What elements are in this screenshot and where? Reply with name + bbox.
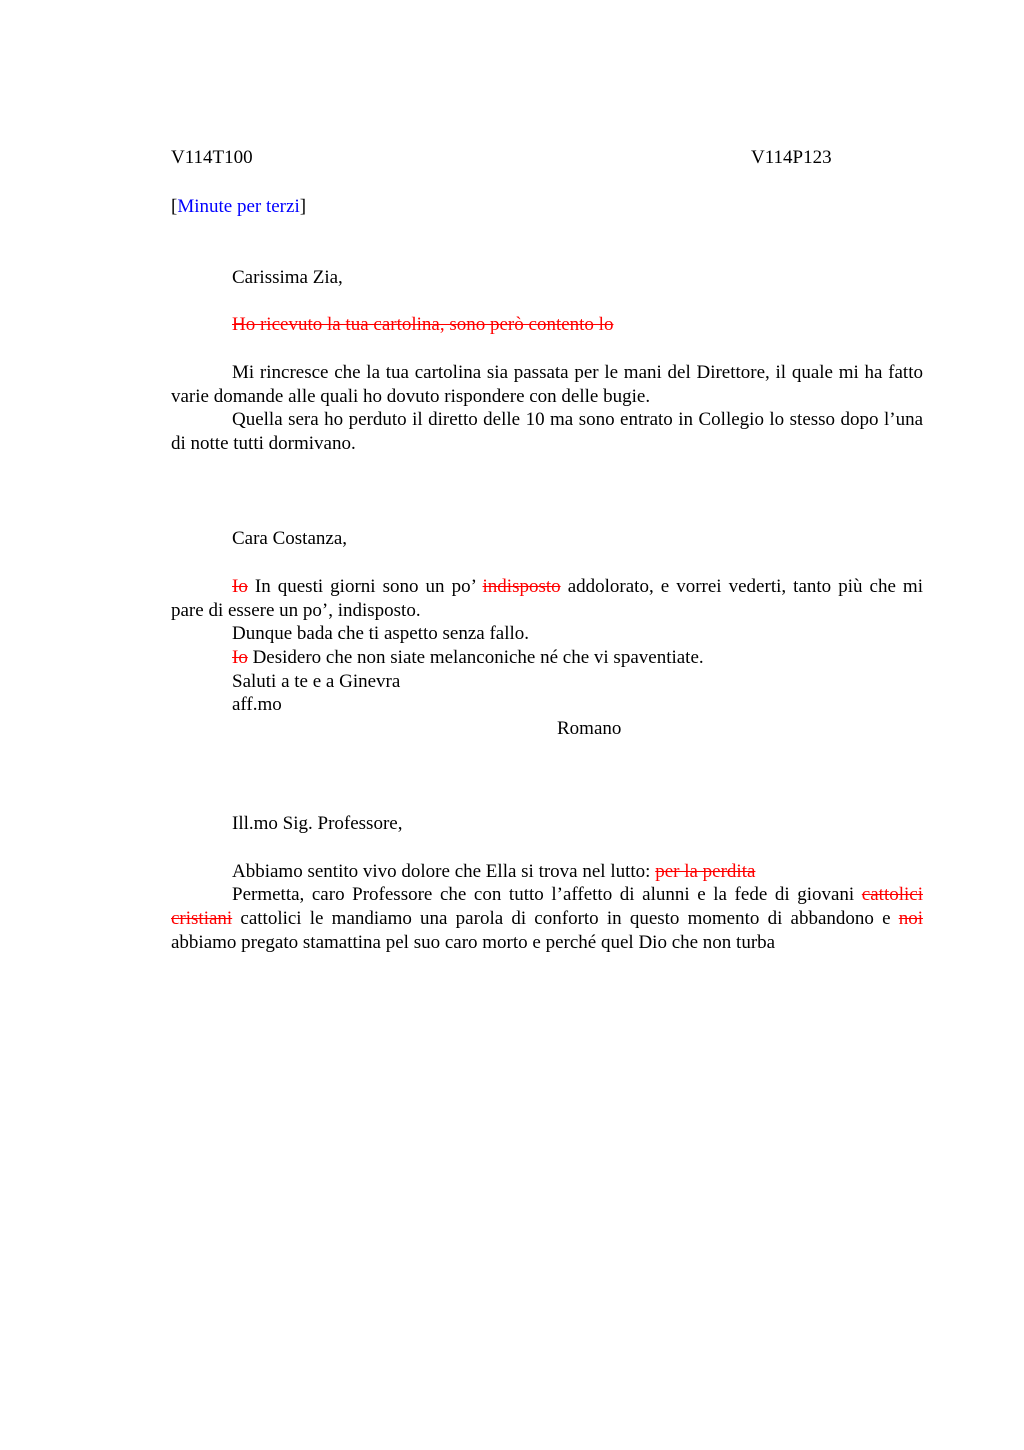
letter3-text-2c: abbiamo pregato stamattina pel suo caro morto e perché quel Dio che non turba (171, 931, 776, 953)
letter2-signature: Romano (557, 718, 622, 739)
letter3-text-2b: cattolici le mandiamo una parola di conforto in questo momento di abbandono e (232, 907, 899, 929)
letter3-deletion-1: per la perdita (655, 861, 756, 882)
letter3-paragraph-1 (232, 860, 755, 884)
section-bracket-open: [ (171, 196, 178, 217)
right-document-code: V114P123 (751, 147, 832, 168)
letter2-text-1b: addolorato, e vorrei vederti, tanto più che mi pare di essere un po’, indisposto. (171, 576, 923, 621)
letter3-deletion-3: noi (898, 907, 923, 929)
letter3-salutation: Ill.mo Sig. Professore, (232, 813, 403, 834)
letter2-greeting: Saluti a te e a Ginevra (232, 671, 401, 692)
letter2-deletion-3: Io (232, 647, 248, 668)
letter2-deletion-1: Io (232, 576, 248, 597)
left-document-code: V114T100 (171, 147, 253, 168)
letter1-paragraph-2: Quella sera ho perduto il diretto delle 10 ma sono entrato in Collegio lo stesso dopo l’una di notte tutti dormivano. (171, 409, 923, 454)
letter1-salutation: Carissima Zia, (232, 267, 343, 288)
letter2-paragraph-3 (232, 646, 704, 670)
letter2-closing: aff.mo (232, 694, 282, 715)
section-heading (171, 195, 306, 219)
letter2-paragraph-2: Dunque bada che ti aspetto senza fallo. (232, 623, 530, 644)
letter2-salutation: Cara Costanza, (232, 528, 348, 549)
letter2-deletion-2: indisposto (482, 576, 561, 597)
letter1-paragraph-1: Mi rincresce che la tua cartolina sia passata per le mani del Direttore, il quale mi ha fatto varie domande alle quali ho dovuto rispondere con delle bugie. (171, 362, 923, 407)
letter2-paragraph-1 (171, 575, 923, 623)
letter3-deletion-2: cattolici cristiani (171, 884, 923, 929)
letter2-text-1a: In questi giorni sono un po’ (247, 576, 483, 597)
letter3-text-1: Abbiamo sentito vivo dolore che Ella si trova nel lutto: (232, 861, 656, 882)
letter1-struck-line: Ho ricevuto la tua cartolina, sono però contento lo (232, 314, 614, 335)
letter2-text-3: Desidero che non siate melanconiche né che vi spaventiate. (247, 647, 704, 668)
section-bracket-close: ] (299, 196, 307, 217)
letter3-paragraph-2 (171, 883, 923, 954)
section-title-link[interactable]: Minute per terzi (177, 196, 300, 217)
letter3-text-2a: Permetta, caro Professore che con tutto l’affetto di alunni e la fede di giovani (232, 884, 862, 905)
